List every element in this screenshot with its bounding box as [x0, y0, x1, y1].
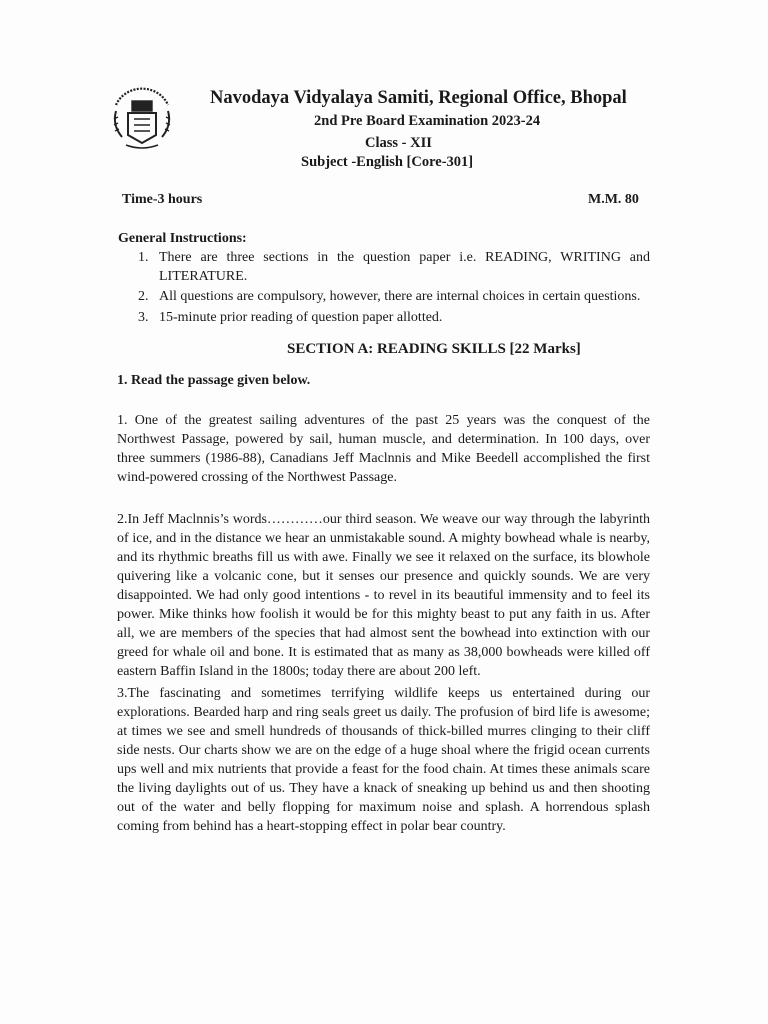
passage-paragraph-2: 2.In Jeff Maclnnis’s words…………our third season. We weave our way through the labyrinth of ice, and in the distance we hear an unmistakable sound. A mighty bowhead whale is nearby, and its rhythmic breaths fill us with awe. Finally we see it relaxed on the surface, its blowhole quivering like a volcanic cone, but it senses our presence and quickly sounds. We are very disappointed. We had only good intentions - to revel in its beautiful immensity and to feel its power. Mike thinks how foolish it would be for this mighty beast to put any faith in us. After all, we are members of the species that had almost sent the bowhead into extinction with our greed for whale oil and bone. It is estimated that as many as 38,000 bowheads were killed off eastern Baffin Island in the 1800s; today there are about 200 left. — [117, 512, 650, 679]
max-marks: M.M. 80 — [588, 192, 639, 207]
instruction-item — [138, 287, 650, 306]
time-duration: Time-3 hours — [122, 192, 203, 207]
instruction-number: 2. — [138, 289, 149, 304]
instruction-text: All questions are compulsory, however, there are internal choices in certain questions. — [159, 289, 641, 304]
instruction-number: 3. — [138, 310, 149, 325]
instruction-item — [138, 308, 650, 327]
class-label: Class - XII — [365, 135, 432, 151]
section-a-title: SECTION A: READING SKILLS [22 Marks] — [287, 341, 581, 357]
question-1-prompt: 1. Read the passage given below. — [117, 373, 311, 388]
passage-paragraph-3: 3.The fascinating and sometimes terrifying wildlife keeps us entertained during our explorations. Bearded harp and ring seals greet us daily. The profusion of bird life is awesome; at times we see and smell hundreds of thousands of thick-billed murres clinging to their cliff side nests. Our charts show we are on the edge of a huge shoal where the frigid ocean currents ups well and mix nutrients that provide a feast for the food chain. At times these animals scare the living daylights out of us. They have a knack of sneaking up behind us and then shooting out of the water and belly flopping for maximum noise and splash. A horrendous splash coming from behind has a heart-stopping effect in polar bear country. — [117, 686, 650, 834]
instruction-item — [138, 248, 650, 286]
instruction-text: There are three sections in the question paper i.e. READING, WRITING and LITERATURE. — [159, 250, 650, 284]
nvs-emblem-icon — [108, 83, 176, 155]
passage-paragraph-1: 1. One of the greatest sailing adventures of the past 25 years was the conquest of the Northwest Passage, powered by sail, human muscle, and determination. In 100 days, over three summers (1986-88), Canadians Jeff Maclnnis and Mike Beedell accomplished the first wind-powered crossing of the Northwest Passage. — [117, 413, 650, 485]
org-title: Navodaya Vidyalaya Samiti, Regional Office, Bhopal — [210, 88, 627, 108]
subject-label: Subject -English [Core-301] — [301, 154, 474, 170]
instructions-heading: General Instructions: — [118, 231, 247, 246]
instruction-number: 1. — [138, 250, 149, 265]
instruction-text: 15-minute prior reading of question paper allotted. — [159, 310, 443, 325]
exam-title: 2nd Pre Board Examination 2023-24 — [314, 113, 541, 129]
